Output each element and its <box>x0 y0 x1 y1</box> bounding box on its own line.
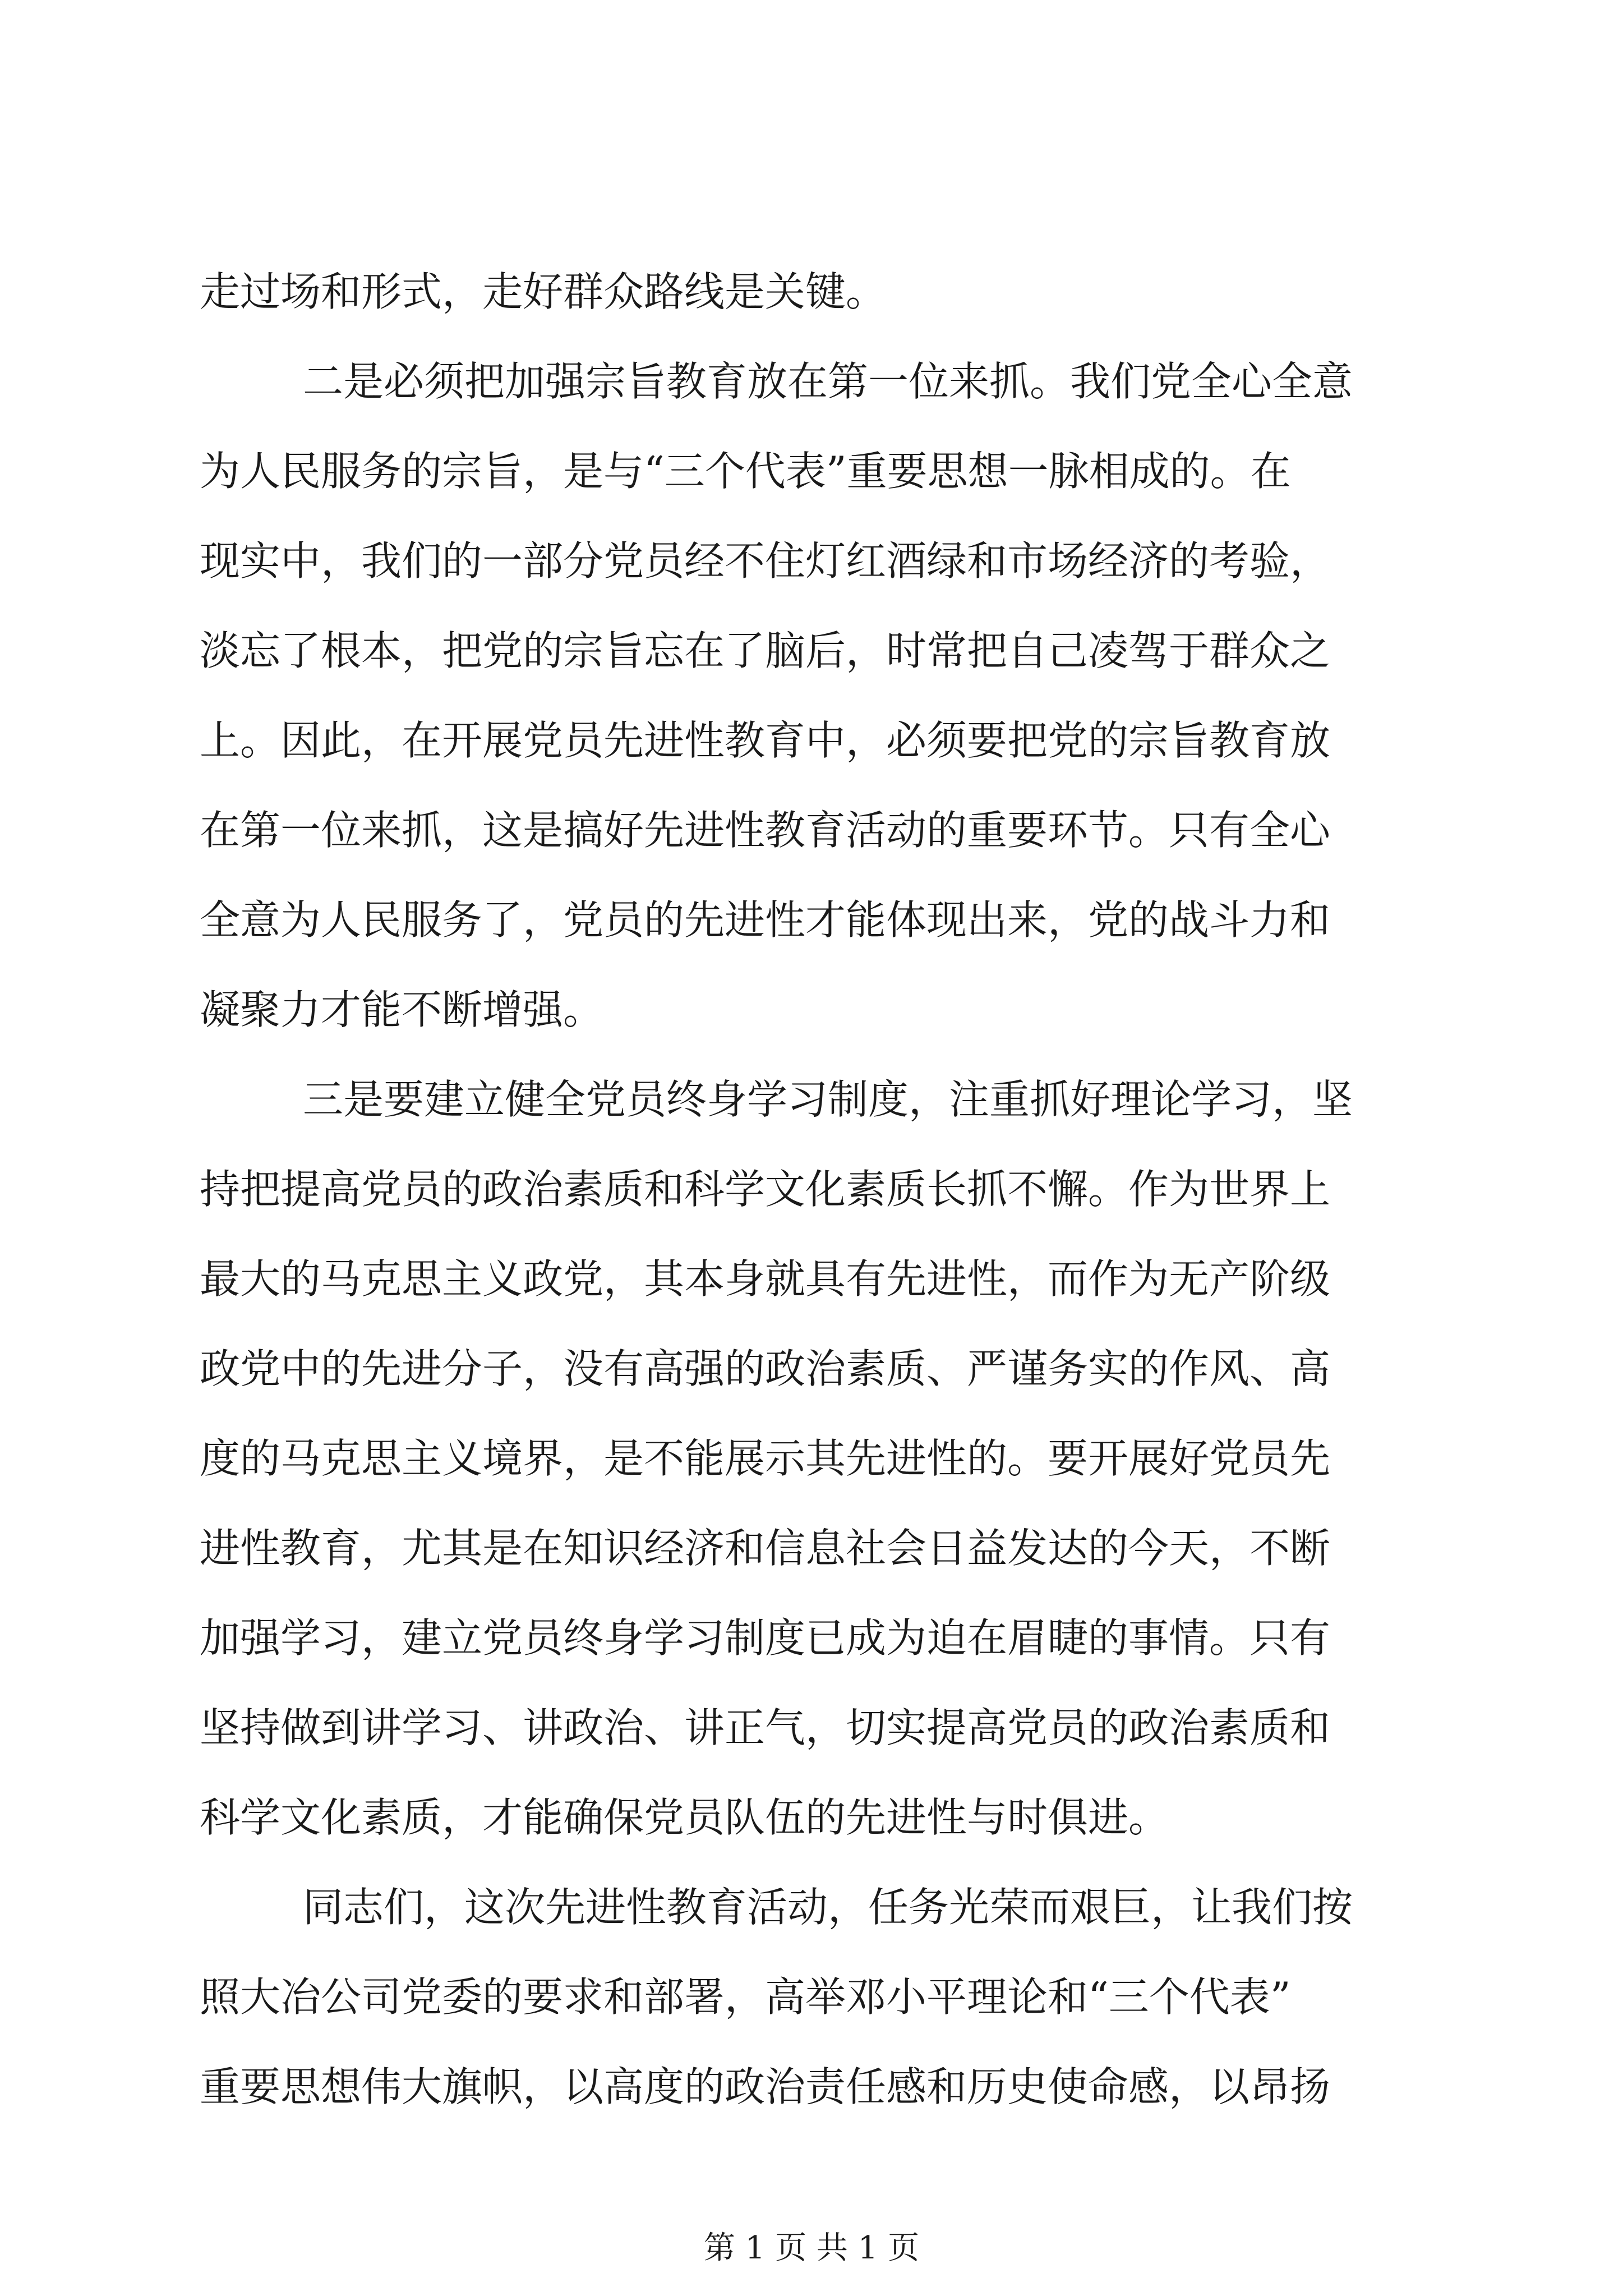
text-line: 为人民服务的宗旨，是与“三个代表”重要思想一脉相成的。在 <box>200 448 1291 495</box>
text-line: 持把提高党员的政治素质和科学文化素质长抓不懈。作为世界上 <box>200 1166 1331 1213</box>
paragraph-first-line: 二是必须把加强宗旨教育放在第一位来抓。我们党全心全意 <box>303 358 1353 405</box>
text-line: 进性教育，尤其是在知识经济和信息社会日益发达的今天，不断 <box>200 1525 1331 1572</box>
text-line: 度的马克思主义境界，是不能展示其先进性的。要开展好党员先 <box>200 1435 1331 1482</box>
text-line: 在第一位来抓，这是搞好先进性教育活动的重要环节。只有全心 <box>200 807 1331 854</box>
text-line: 坚持做到讲学习、讲政治、讲正气，切实提高党员的政治素质和 <box>200 1704 1331 1751</box>
text-line: 走过场和形式，走好群众路线是关键。 <box>200 268 887 315</box>
paragraph-first-line: 同志们，这次先进性教育活动，任务光荣而艰巨，让我们按 <box>303 1884 1353 1931</box>
text-line: 加强学习，建立党员终身学习制度已成为迫在眉睫的事情。只有 <box>200 1614 1331 1662</box>
text-line: 淡忘了根本，把党的宗旨忘在了脑后，时常把自己凌驾于群众之 <box>200 627 1331 674</box>
text-line: 照大冶公司党委的要求和部署，高举邓小平理论和“三个代表” <box>200 1973 1291 2021</box>
text-line: 上。因此，在开展党员先进性教育中，必须要把党的宗旨教育放 <box>200 717 1331 764</box>
paragraph-first-line: 三是要建立健全党员终身学习制度，注重抓好理论学习，坚 <box>303 1076 1353 1123</box>
text-line: 现实中，我们的一部分党员经不住灯红酒绿和市场经济的考验， <box>200 537 1331 585</box>
text-line: 最大的马克思主义政党，其本身就具有先进性，而作为无产阶级 <box>200 1255 1331 1303</box>
text-line: 全意为人民服务了，党员的先进性才能体现出来，党的战斗力和 <box>200 896 1331 944</box>
text-line: 政党中的先进分子，没有高强的政治素质、严谨务实的作风、高 <box>200 1345 1331 1392</box>
text-line: 重要思想伟大旗帜，以高度的政治责任感和历史使命感，以昂扬 <box>200 2063 1331 2110</box>
text-line: 凝聚力才能不断增强。 <box>200 986 604 1033</box>
text-line: 科学文化素质，才能确保党员队伍的先进性与时俱进。 <box>200 1794 1169 1841</box>
page-footer: 第 1 页 共 1 页 <box>703 2230 920 2266</box>
